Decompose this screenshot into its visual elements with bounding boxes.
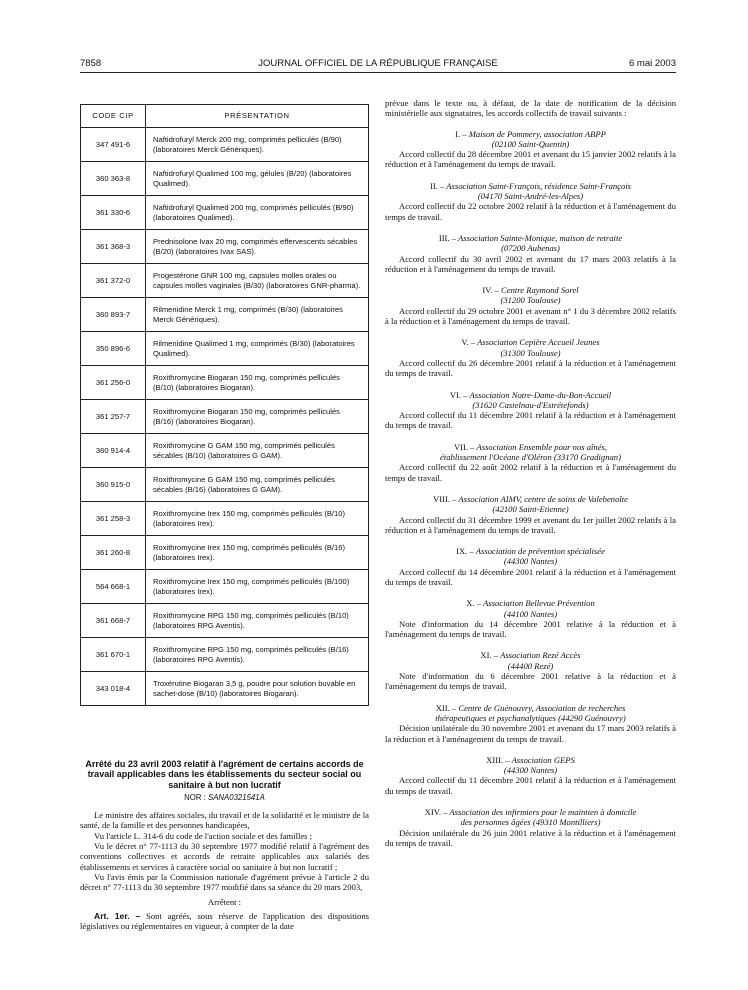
agreement-text: Note d'information du 14 décembre 2001 relative à la réduction et à l'aménagement du temps de travail. <box>385 618 676 640</box>
cip-code: 564 668-1 <box>81 570 146 604</box>
agreement-text: Accord collectif du 14 décembre 2001 relatif à la réduction et à l'aménagement du temps de travail. <box>385 566 676 587</box>
cip-code: 361 372-0 <box>81 264 146 298</box>
table-row <box>81 570 369 604</box>
agreement-number: V. – <box>461 337 476 348</box>
presentation-text: Roxithromycine RPG 150 mg, comprimés pelliculés (B/16) (laboratoires RPG Aventis). <box>146 638 369 672</box>
agreement-number: III. – <box>438 232 457 243</box>
column-header-presentation: PRÉSENTATION <box>146 105 369 128</box>
presentation-text: Roxithromycine G GAM 150 mg, comprimés pelliculés sécables (B/10) (laboratoires G GAM). <box>146 434 369 468</box>
table-row <box>81 366 369 400</box>
agreement-number: IV. – <box>482 285 499 296</box>
agreement-name: Association Notre-Dame-du-Bon-Accueil <box>469 389 612 400</box>
agreement-number: X. – <box>466 598 482 609</box>
agreement-place: des personnes âgées (49310 Montilliers) <box>460 817 601 828</box>
agreement-heading <box>385 442 676 463</box>
agreement-number: XI. – <box>480 650 499 661</box>
agreement-text: Accord collectif du 22 octobre 2002 relatif à la réduction et à l'aménagement du temps de travail. <box>385 201 676 222</box>
agreement-item <box>385 807 676 848</box>
agreement-place: (07200 Aubenas) <box>501 243 560 254</box>
agreement-text: Accord collectif du 26 décembre 2001 relatif à la réduction et à l'aménagement du temps de travail. <box>385 357 676 379</box>
column-header-code: CODE CIP <box>81 105 146 128</box>
agreement-number: VIII. – <box>433 493 457 504</box>
nor-label: NOR : <box>184 792 206 802</box>
presentation-text: Roxithromycine RPG 150 mg, comprimés pelliculés (B/10) (laboratoires RPG Aventis). <box>146 604 369 638</box>
agreement-name: Association Cepière Accueil Jeunes <box>477 337 600 348</box>
agreement-name: Centre Raymond Sorel <box>501 285 579 296</box>
table-row <box>81 264 369 298</box>
agreement-item <box>385 650 676 691</box>
cip-code: 361 256-0 <box>81 366 146 400</box>
agreement-heading <box>385 337 676 358</box>
presentation-text: Roxithromycine Irex 150 mg, comprimés pelliculés (B/16) (laboratoires Irex). <box>146 536 369 570</box>
cip-code: 361 330-6 <box>81 196 146 230</box>
agreement-heading <box>385 546 676 567</box>
article-1-text: Sont agréés, sous réserve de l'application des dispositions législatives ou réglementaires en vigueur, à compter de la date <box>80 910 369 932</box>
cip-code: 361 368-3 <box>81 230 146 264</box>
cip-code: 361 668-7 <box>81 604 146 638</box>
presentation-text: Roxithromycine G GAM 150 mg, comprimés pelliculés sécables (B/16) (laboratoires G GAM). <box>146 468 369 502</box>
arrete-section <box>80 759 369 931</box>
cip-code: 361 258-3 <box>81 502 146 536</box>
table-row <box>81 400 369 434</box>
cip-table <box>80 104 369 706</box>
table-row <box>81 162 369 196</box>
table-row <box>81 604 369 638</box>
table-row <box>81 196 369 230</box>
presentation-text: Roxithromycine Biogaran 150 mg, comprimés pelliculés (B/16) (laboratoires Biogaran). <box>146 400 369 434</box>
agreement-name: Maison de Pommery, association ABPP <box>468 128 606 139</box>
agreement-text: Accord collectif du 29 octobre 2001 et avenant n° 1 du 3 décembre 2002 relatifs à la réduction et à l'aménagement du temps de travail. <box>385 305 676 327</box>
agreement-place: (04170 Saint-André-les-Alpes) <box>477 191 584 202</box>
table-row <box>81 230 369 264</box>
cip-code: 360 893-7 <box>81 298 146 332</box>
agreement-name: Association GEPS <box>511 754 575 765</box>
presentation-text: Roxithromycine Irex 150 mg, comprimés pelliculés (B/10) (laboratoires Irex). <box>146 502 369 536</box>
table-row <box>81 128 369 162</box>
agreement-place: (31200 Toulouse) <box>500 295 561 306</box>
table-body <box>81 128 369 706</box>
header-rule <box>80 72 676 73</box>
agreement-place: (02100 Saint-Quentin) <box>491 138 570 149</box>
right-column-intro: prévue dans le texte ou, à défaut, de la date de notification de la décision ministérielle aux signataires, les accords collectifs de travail suivants : <box>385 98 676 119</box>
table-row <box>81 434 369 468</box>
agreement-heading <box>385 181 676 202</box>
cip-code: 343 018-4 <box>81 672 146 706</box>
agreement-item <box>385 390 676 431</box>
agreement-heading <box>385 703 676 724</box>
preamble-ministers: Le ministre des affaires sociales, du travail et de la solidarité et le ministre de la santé, de la famille et des personnes handicapées, <box>80 810 369 831</box>
agreement-heading <box>385 494 676 515</box>
agreement-text: Accord collectif du 11 décembre 2001 relatif à la réduction et à l'aménagement du temps de travail. <box>385 775 676 796</box>
page-header <box>80 58 676 72</box>
agreement-item <box>385 233 676 274</box>
agreement-heading <box>385 390 676 411</box>
agreement-text: Accord collectif du 30 avril 2002 et avenant du 17 mars 2003 relatifs à la réduction et à l'aménagement du temps de travail. <box>385 253 676 274</box>
agreement-item <box>385 181 676 222</box>
agreements-list <box>385 129 676 849</box>
table-row <box>81 298 369 332</box>
agreement-item <box>385 494 676 535</box>
agreement-name: Association Saint-François, résidence Saint-François <box>446 180 632 191</box>
agreement-heading <box>385 598 676 619</box>
agreement-item <box>385 442 676 483</box>
agreement-text: Accord collectif du 11 décembre 2001 relatif à la réduction et à l'aménagement du temps de travail. <box>385 410 676 431</box>
presentation-text: Roxithromycine Irex 150 mg, comprimés pelliculés (B/100) (laboratoires Irex). <box>146 570 369 604</box>
agreement-item <box>385 546 676 587</box>
agreement-text: Accord collectif du 28 décembre 2001 et avenant du 15 janvier 2002 relatifs à la réduction et à l'aménagement du temps de travail. <box>385 149 676 170</box>
agreement-name: Association AIMV, centre de soins de Valebenoîte <box>458 493 628 504</box>
cip-code: 350 896-6 <box>81 332 146 366</box>
table-row <box>81 502 369 536</box>
table-row <box>81 672 369 706</box>
agreement-item <box>385 285 676 326</box>
agreement-number: I. – <box>455 128 467 139</box>
agreement-heading <box>385 233 676 254</box>
preamble-vu-decret: Vu le décret n° 77-1113 du 30 septembre 1977 modifié relatif à l'agrément des conventions collectives et accords de retraite applicables aux salariés des établissements et services à caractère social ou sanitaire à but non lucratif ; <box>80 841 369 872</box>
cip-code: 347 491-6 <box>81 128 146 162</box>
agreement-place: (31620 Castelnau-d'Estrétefonds) <box>472 399 589 410</box>
agreement-number: II. – <box>429 180 445 191</box>
agreement-number: IX. – <box>456 546 474 557</box>
agreement-text: Accord collectif du 31 décembre 1999 et avenant du 1er juillet 2002 relatifs à la réduction et à l'aménagement du temps de travail. <box>385 514 676 535</box>
agreement-heading <box>385 650 676 671</box>
cip-code: 360 915-0 <box>81 468 146 502</box>
table-header-row <box>81 105 369 128</box>
agreement-place: (44400 Rezé) <box>507 660 554 671</box>
preamble-vu-code: Vu l'article L. 314-6 du code de l'action sociale et des familles ; <box>94 830 313 841</box>
table-row <box>81 332 369 366</box>
page-number: 7858 <box>80 58 102 69</box>
agreement-heading <box>385 807 676 828</box>
table-row <box>81 536 369 570</box>
agreement-item <box>385 755 676 796</box>
agreement-heading <box>385 755 676 776</box>
agreement-item <box>385 337 676 378</box>
agreement-name: Association Rezé Accès <box>500 650 581 661</box>
presentation-text: Naftidrofuryl Qualimed 200 mg, comprimés pelliculés (B/90) (laboratoires Qualimed). <box>146 196 369 230</box>
agreement-name: Centre de Guénouvry, Association de recherches <box>458 702 626 713</box>
cip-code: 361 257-7 <box>81 400 146 434</box>
agreement-heading <box>385 285 676 306</box>
nor-reference <box>80 793 369 803</box>
cip-code: 361 670-1 <box>81 638 146 672</box>
cip-code: 360 914-4 <box>81 434 146 468</box>
agreement-place: (44300 Nantes) <box>503 765 558 776</box>
cip-code: 360 363-8 <box>81 162 146 196</box>
agreement-text: Note d'information du 6 décembre 2001 relative à la réduction et à l'aménagement du temps de travail. <box>385 671 676 692</box>
presentation-text: Roxithromycine Biogaran 150 mg, comprimés pelliculés (B/10) (laboratoires Biogaran). <box>146 366 369 400</box>
presentation-text: Naftidrofuryl Merck 200 mg, comprimés pelliculés (B/90) (laboratoires Merck Génériques). <box>146 128 369 162</box>
agreement-text: Décision unilatérale du 30 novembre 2001 et avenant du 17 mars 2003 relatifs à la réduction et à l'aménagement du temps de travail. <box>385 723 676 744</box>
issue-date: 6 mai 2003 <box>628 58 676 69</box>
agreement-name: Association Sainte-Monique, maison de retraite <box>458 232 623 243</box>
preamble-vu-avis: Vu l'avis émis par la Commission nationale d'agrément prévue à l'article 2 du décret n° 77-1113 du 30 septembre 1977 modifié dans sa séance du 20 mars 2003, <box>80 871 369 893</box>
agreement-item <box>385 129 676 170</box>
presentation-text: Progestérone GNR 100 mg, capsules molles orales ou capsules molles vaginales (B/30) (laboratoires GNR-pharma). <box>146 264 369 298</box>
agreement-number: XIII. – <box>486 754 510 765</box>
agreement-place: thérapeutiques et psychanalytiques (44290 Guénouvry) <box>435 712 626 723</box>
agreement-place: (42100 Saint-Etienne) <box>492 504 569 515</box>
agreement-number: VII. – <box>453 441 475 452</box>
agreement-name: Association Bellevue Prévention <box>483 598 595 609</box>
presentation-text: Troxérutine Biogaran 3,5 g, poudre pour solution buvable en sachet-dose (B/10) (laboratoires Biogaran). <box>146 672 369 706</box>
table-row <box>81 468 369 502</box>
agreement-text: Décision unilatérale du 26 juin 2001 relative à la réduction et à l'aménagement du temps de travail. <box>385 827 676 848</box>
presentation-text: Rilmenidine Qualimed 1 mg, comprimés (B/30) (laboratoires Qualimed). <box>146 332 369 366</box>
presentation-text: Naftidrofuryl Qualimed 100 mg, gélules (B/20) (laboratoires Qualimed). <box>146 162 369 196</box>
presentation-text: Prednisolone Ivax 20 mg, comprimés effervescents sécables (B/20) (laboratoires Ivax SAS). <box>146 230 369 264</box>
arrete-title: Arrêté du 23 avril 2003 relatif à l'agrément de certains accords de travail applicables dans les établissements du secteur social ou sanitaire à but non lucratif <box>85 759 364 790</box>
article-1 <box>80 911 369 932</box>
agreement-heading <box>385 129 676 150</box>
journal-title: JOURNAL OFFICIEL DE LA RÉPUBLIQUE FRANÇAISE <box>258 58 498 69</box>
nor-code: SANA0321541A <box>208 792 265 802</box>
agreement-name: Association Ensemble pour nos aînés, <box>476 441 608 452</box>
agreement-place: (31300 Toulouse) <box>500 347 561 358</box>
right-column <box>385 98 676 859</box>
agreement-item <box>385 703 676 744</box>
agreement-item <box>385 598 676 639</box>
agreement-number: XII. – <box>435 702 457 713</box>
agreement-number: VI. – <box>449 389 468 400</box>
agreement-place: (44300 Nantes) <box>503 556 558 567</box>
arretent-line: Arrêtent : <box>207 896 242 907</box>
agreement-number: XIV. – <box>424 807 448 818</box>
agreement-name: Association des infirmiers pour le maintien à domicile <box>449 807 637 818</box>
agreement-name: Association de prévention spécialisée <box>475 546 605 557</box>
agreement-text: Accord collectif du 22 août 2002 relatif à la réduction et à l'aménagement du temps de travail. <box>385 462 676 483</box>
table-row <box>81 638 369 672</box>
cip-code: 361 260-8 <box>81 536 146 570</box>
agreement-place: (44100 Nantes) <box>503 608 558 619</box>
agreement-place: établissement l'Océane d'Oléron (33170 Gradignan) <box>440 452 621 463</box>
article-1-label: Art. 1er. – <box>94 910 141 921</box>
presentation-text: Rilmenidine Merck 1 mg, comprimés (B/30) (laboratoires Merck Génériques). <box>146 298 369 332</box>
